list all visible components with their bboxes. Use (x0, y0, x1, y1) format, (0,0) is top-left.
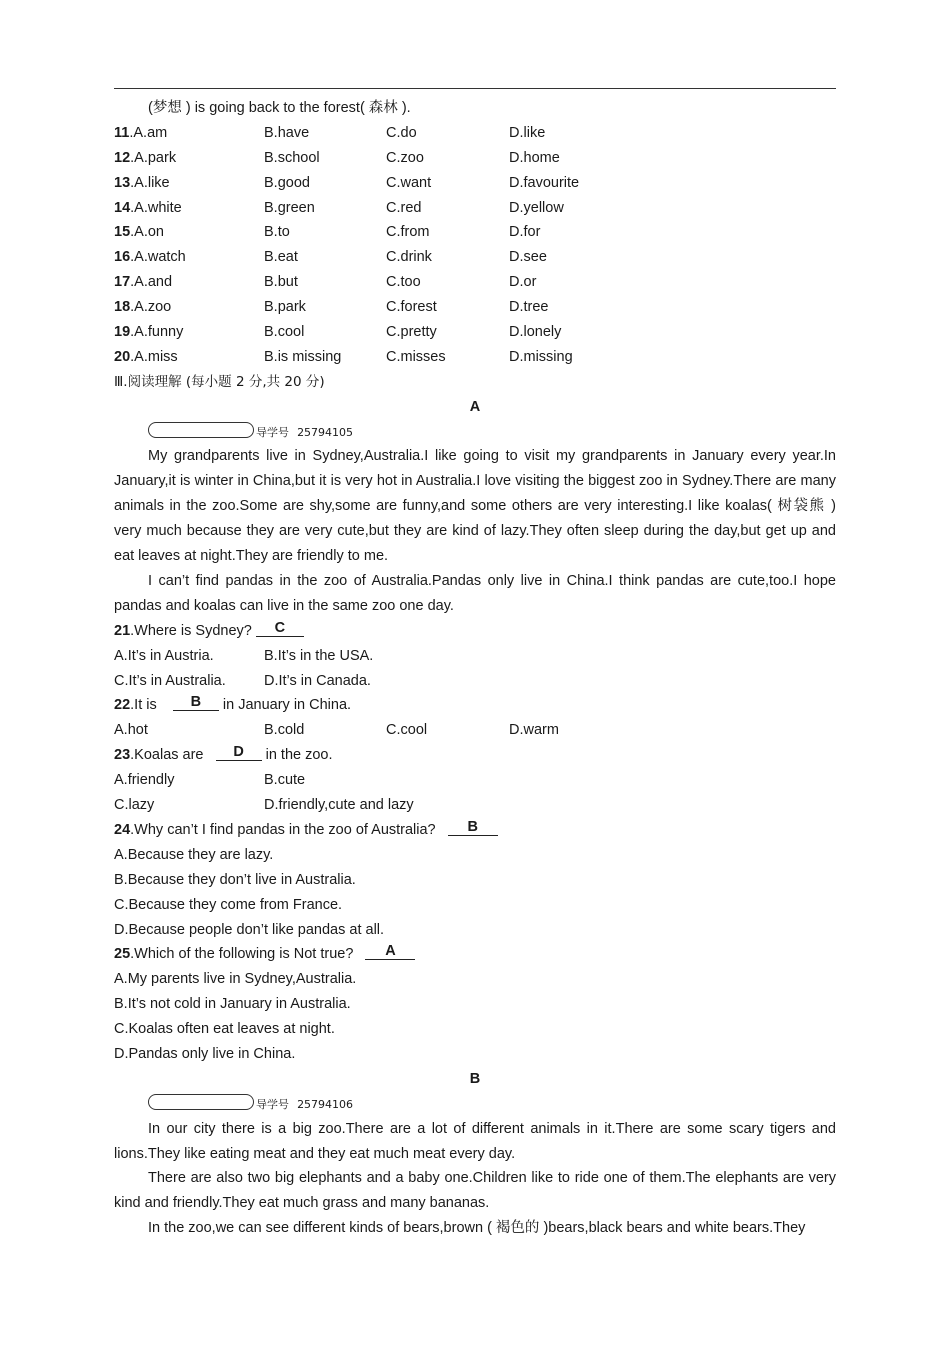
option-d: D.or (509, 274, 537, 291)
passage-a-paragraph-2 (114, 569, 836, 619)
question-number: 12 (114, 149, 131, 166)
passage-b-paragraph-3 (114, 1216, 836, 1241)
cloze-row (114, 220, 836, 245)
answer-blank: B (448, 819, 498, 836)
header-rule (114, 88, 836, 89)
option-a-text: .A.park (130, 149, 177, 166)
option-d: D.warm (509, 722, 559, 739)
cloze-row (114, 171, 836, 196)
question-number: 20 (114, 348, 131, 365)
question-number: 21 (114, 622, 131, 639)
question-24 (114, 818, 836, 843)
option-c: C.It’s in Australia. (114, 672, 226, 689)
option-d: D.tree (509, 299, 549, 316)
passage-a-paragraph-1 (114, 444, 836, 569)
option-c: C.want (386, 174, 432, 191)
q24-option-d: D.Because people don’t like pandas at all. (114, 921, 385, 938)
option-a (114, 196, 182, 221)
answer-blank: B (173, 694, 219, 711)
option-c: C.drink (386, 249, 432, 266)
cloze-row (114, 196, 836, 221)
option-a-text: .A.zoo (130, 299, 172, 316)
passage-b-paragraph-2 (114, 1166, 836, 1216)
option-c: C.zoo (386, 149, 424, 166)
option-a-text: .A.watch (130, 249, 186, 266)
option-d: D.for (509, 224, 541, 241)
answer-blank: A (365, 943, 415, 960)
option-c: C.pretty (386, 324, 437, 341)
option-b: B.but (264, 274, 298, 291)
option-a-text: .A.like (130, 174, 170, 191)
passage-b-label: B (469, 1070, 481, 1087)
passage-a-para1-text: My grandparents live in Sydney,Australia.I like going to visit my grandparents in January every year.In January,it is winter in China,but it is very hot in Australia.I love visiting the biggest zoo in Sydney.There are many animals in the zoo.Some are shy,some are funny,and some others are very interesting.I like koalas( 树袋熊 ) very much because they are very cute,but they are kind of lazy.They often sleep during the day,but get up and eat leaves at night.They are friendly to me. (114, 448, 836, 565)
option-d: D.friendly,cute and lazy (264, 797, 414, 814)
q23-options-row-2 (114, 793, 836, 818)
question-stem-after: in the zoo. (261, 747, 333, 764)
option-b: B.It’s in the USA. (264, 647, 374, 664)
answer-blank: C (256, 620, 304, 637)
question-number: 19 (114, 324, 131, 341)
q24-option-b: B.Because they don’t live in Australia. (114, 871, 356, 888)
option-d: D.favourite (509, 174, 580, 191)
q23-options-row-1 (114, 768, 836, 793)
option-a (114, 146, 176, 171)
intro-line: (梦想 ) is going back to the forest( 森林 ). (148, 100, 411, 116)
option-d: D.like (509, 124, 546, 141)
q25-option-a: A.My parents live in Sydney,Australia. (114, 971, 357, 988)
question-stem: .It is (130, 697, 161, 714)
option-a (114, 270, 172, 295)
question-number: 24 (114, 821, 131, 838)
option-a: A.hot (114, 722, 148, 739)
option-d: D.home (509, 149, 560, 166)
cloze-row (114, 320, 836, 345)
q22-options-row (114, 718, 836, 743)
option-a (114, 220, 164, 245)
option-a: A.It’s in Austria. (114, 647, 214, 664)
question-number: 17 (114, 274, 131, 291)
passage-a-guide (114, 420, 836, 445)
option-a: A.friendly (114, 772, 175, 789)
option-b: B.to (264, 224, 290, 241)
guide-label: 导学号 (256, 1097, 289, 1111)
q25-option-d: D.Pandas only live in China. (114, 1045, 296, 1062)
passage-a-label: A (469, 398, 481, 415)
passage-b-para1-text: In our city there is a big zoo.There are a lot of different animals in it.There are some scary tigers and lions.They like eating meat and they eat much meat every day. (114, 1120, 836, 1162)
cloze-row (114, 146, 836, 171)
option-b: B.cool (264, 324, 305, 341)
question-number: 13 (114, 174, 131, 191)
q25-option-c: C.Koalas often eat leaves at night. (114, 1021, 335, 1038)
option-a-text: .A.white (130, 199, 182, 216)
option-d: D.It’s in Canada. (264, 672, 371, 689)
option-a-text: .A.miss (130, 348, 178, 365)
option-b: B.is missing (264, 348, 342, 365)
option-d: D.missing (509, 348, 573, 365)
passage-b-para2-text: There are also two big elephants and a baby one.Children like to ride one of them.The elephants are very kind and friendly.They eat much grass and many bananas. (114, 1170, 836, 1212)
option-d: D.yellow (509, 199, 564, 216)
option-c: C.do (386, 124, 417, 141)
option-b: B.cute (264, 772, 306, 789)
question-number: 16 (114, 249, 131, 266)
option-b: B.park (264, 299, 306, 316)
guide-pill-box (148, 1094, 254, 1110)
answer-blank: D (216, 744, 262, 761)
option-b: B.green (264, 199, 315, 216)
worksheet-page (114, 96, 836, 1241)
cloze-row (114, 270, 836, 295)
question-number: 11 (114, 124, 130, 141)
option-a (114, 320, 183, 345)
question-25 (114, 942, 836, 967)
q21-options-row-2 (114, 669, 836, 694)
option-c: C.misses (386, 348, 446, 365)
option-c: C.red (386, 199, 422, 216)
question-number: 15 (114, 224, 131, 241)
passage-b-guide (114, 1092, 836, 1117)
question-number: 18 (114, 299, 131, 316)
option-a-text: .A.am (129, 124, 168, 141)
question-number: 23 (114, 747, 131, 764)
option-b: B.good (264, 174, 310, 191)
question-stem: .Why can’t I find pandas in the zoo of Australia? (130, 821, 440, 838)
cloze-row (114, 345, 836, 370)
guide-pill-box (148, 422, 254, 438)
option-a-text: .A.on (130, 224, 164, 241)
question-number: 25 (114, 946, 131, 963)
option-a (114, 171, 170, 196)
option-a (114, 345, 178, 370)
option-b: B.cold (264, 722, 305, 739)
guide-number: 25794105 (297, 425, 354, 439)
option-b: B.have (264, 124, 310, 141)
option-c: C.lazy (114, 797, 155, 814)
option-a-text: .A.funny (130, 324, 184, 341)
option-d: D.see (509, 249, 547, 266)
option-c: C.from (386, 224, 430, 241)
cloze-row (114, 245, 836, 270)
section-title: Ⅲ.阅读理解 (每小题 2 分,共 20 分) (114, 373, 325, 390)
question-stem-after: in January in China. (218, 697, 352, 714)
guide-number: 25794106 (297, 1097, 354, 1111)
cloze-row (114, 121, 836, 146)
cloze-row (114, 295, 836, 320)
guide-label: 导学号 (256, 425, 289, 439)
question-21 (114, 619, 836, 644)
q25-option-b: B.It’s not cold in January in Australia. (114, 996, 351, 1013)
question-22 (114, 693, 836, 718)
option-c: C.cool (386, 722, 428, 739)
option-d: D.lonely (509, 324, 562, 341)
question-number: 14 (114, 199, 131, 216)
passage-b-para3-text: In the zoo,we can see different kinds of bears,brown ( 褐色的 )bears,black bears and white bears.They (148, 1220, 806, 1237)
option-a-text: .A.and (130, 274, 173, 291)
cloze-options (114, 121, 836, 370)
question-23 (114, 743, 836, 768)
option-a (114, 245, 186, 270)
option-b: B.school (264, 149, 320, 166)
option-a (114, 121, 167, 146)
question-stem: .Which of the following is Not true? (130, 946, 358, 963)
passage-b-paragraph-1 (114, 1117, 836, 1167)
question-number: 22 (114, 697, 131, 714)
option-c: C.too (386, 274, 421, 291)
option-b: B.eat (264, 249, 298, 266)
passage-a-para2-text: I can’t find pandas in the zoo of Australia.Pandas only live in China.I think pandas are cute,too.I hope pandas and koalas can live in the same zoo one day. (114, 573, 836, 614)
q24-option-a: A.Because they are lazy. (114, 846, 274, 863)
option-c: C.forest (386, 299, 437, 316)
question-stem: .Where is Sydney? (130, 622, 256, 639)
q24-option-c: C.Because they come from France. (114, 896, 343, 913)
option-a (114, 295, 171, 320)
q21-options-row-1 (114, 644, 836, 669)
question-stem: .Koalas are (130, 747, 208, 764)
